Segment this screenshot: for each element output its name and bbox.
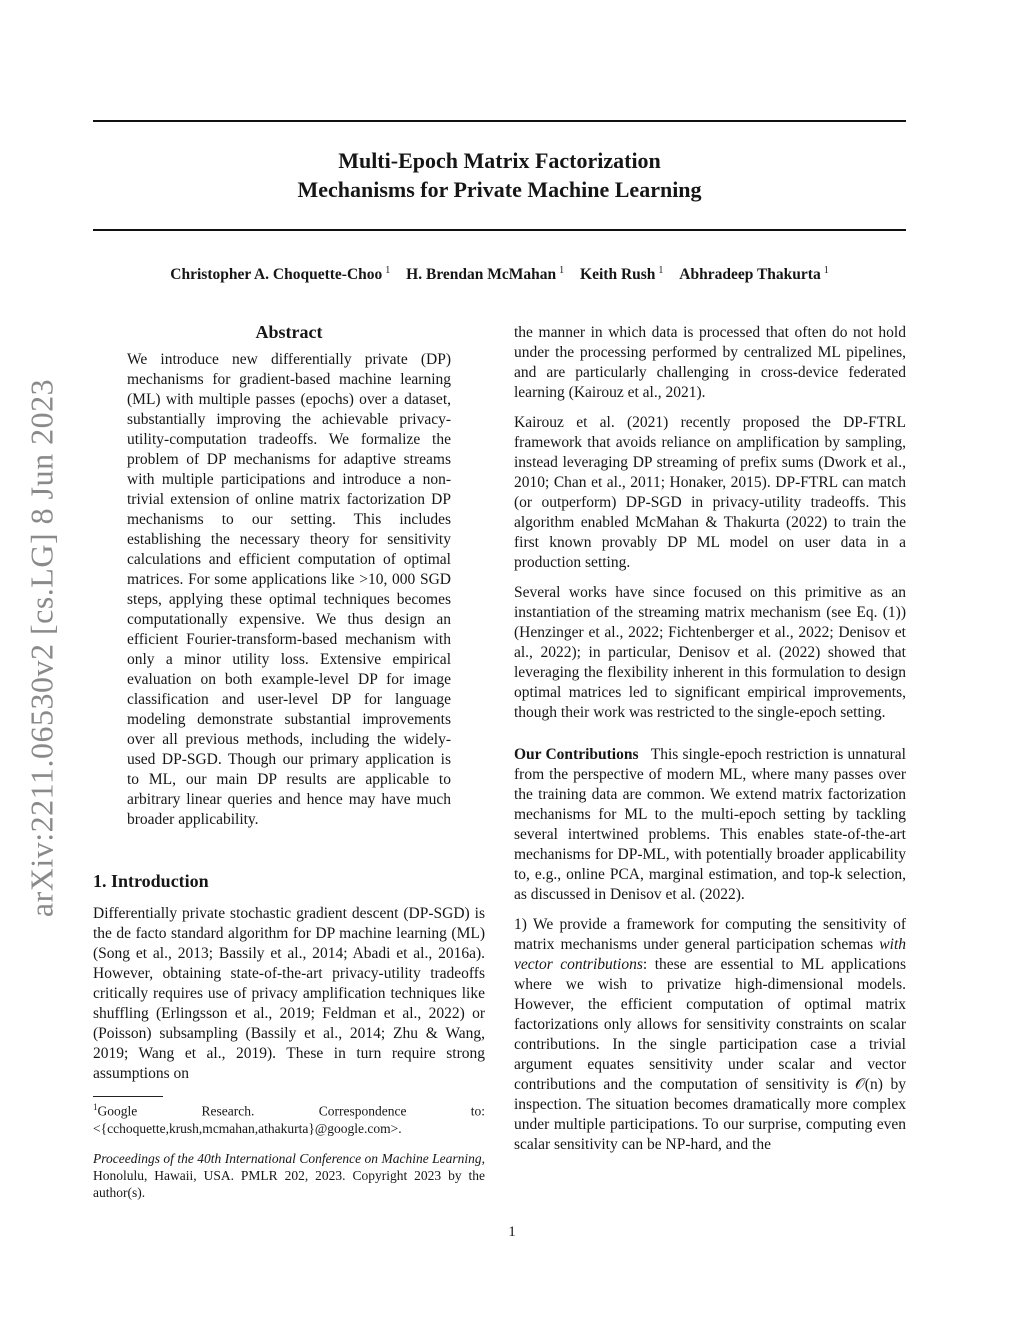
author: Keith Rush $^1$ — [580, 265, 664, 284]
footnote-rule — [93, 1096, 163, 1097]
footnote: $^1$Google Research. Correspondence to: <{cchoquette,krush,mcmahan,athakurta}@google.com>. — [93, 1102, 485, 1136]
paper-title — [93, 146, 906, 204]
title-rule-bottom — [93, 229, 906, 231]
author: H. Brendan McMahan $^1$ — [406, 265, 565, 284]
paragraph: Several works have since focused on this primitive as an instantiation of the streaming matrix mechanism (see Eq. (1)) (Henzinger et al., 2022; Fichtenberger et al., 2022; Denisov et al., 2022); in particular, Denisov et al. (2022) showed that leveraging the flexibility inherent in this formulation to design optimal matrices led to significant empirical improvements, though their work was restricted to the single-epoch setting. — [514, 584, 906, 721]
paragraph: 1) We provide a framework for computing the sensitivity of matrix mechanisms under general participation schemas with vector contributions: these are essential to ML applications where we wish to privatize high-dimensional models. However, the efficient computation of optimal matrix factorizations only allows for sensitivity constraints on scalar contributions. In the single participation case a trivial argument equates sensitivity under scalar and vector contributions and the computation of sensitivity is 𝒪(n) by inspection. The situation becomes dramatically more complex under multiple participations. To our surprise, computing even scalar sensitivity can be NP-hard, and the — [514, 916, 906, 1153]
author: Abhradeep Thakurta $^1$ — [679, 265, 829, 284]
author: Christopher A. Choquette-Choo $^1$ — [170, 265, 391, 284]
abstract-heading: Abstract — [255, 322, 323, 342]
title-line-1: Multi-Epoch Matrix Factorization — [338, 148, 661, 173]
paragraph: the manner in which data is processed that often do not hold under the processing performed by centralized ML pipelines, and are particularly challenging in cross-device federated learning (Kairouz et al., 2021). — [514, 324, 906, 401]
author-list — [93, 265, 906, 284]
proceedings-note: Proceedings of the 40th International Conference on Machine Learning, Honolulu, Hawaii, USA. PMLR 202, 2023. Copyright 2023 by the author(s). — [93, 1151, 485, 1200]
arxiv-stamp: arXiv:2211.06530v2 [cs.LG] 8 Jun 2023 — [23, 378, 60, 918]
page-number: 1 — [508, 1224, 516, 1240]
title-line-2: Mechanisms for Private Machine Learning — [297, 177, 702, 202]
contributions-paragraph: Our Contributions This single-epoch restriction is unnatural from the perspective of modern ML, where many passes over the training data are common. We extend matrix factorization mechanisms for ML to the multi-epoch setting by tackling several intertwined problems. This enables state-of-the-art mechanisms for DP-ML, with potentially broader applicability to, e.g., online PCA, marginal estimation, and top-k selection, as discussed in Denisov et al. (2022). — [514, 746, 906, 903]
right-column — [514, 323, 906, 1165]
contributions-heading: Our Contributions — [514, 746, 639, 763]
section-heading-introduction: 1. Introduction — [93, 871, 209, 891]
paragraph: Kairouz et al. (2021) recently proposed the DP-FTRL framework that avoids reliance on amplification by sampling, instead leveraging DP streaming of prefix sums (Dwork et al., 2010; Chan et al., 2011; Honaker, 2015). DP-FTRL can match (or outperform) DP-SGD in privacy-utility tradeoffs. This algorithm enabled McMahan & Thakurta (2022) to train the first known provably DP ML model on user data in a production setting. — [514, 414, 906, 571]
introduction-text: Differentially private stochastic gradient descent (DP-SGD) is the de facto standard algorithm for DP machine learning (ML) (Song et al., 2013; Bassily et al., 2014; Abadi et al., 2016a). However, obtaining state-of-the-art privacy-utility tradeoffs critically requires use of privacy amplification techniques like shuffling (Erlingsson et al., 2019; Feldman et al., 2022) or (Poisson) subsampling (Bassily et al., 2014; Zhu & Wang, 2019; Wang et al., 2019). These in turn require strong assumptions on — [93, 905, 485, 1082]
abstract-text: We introduce new differentially private (DP) mechanisms for gradient-based machine learning (ML) with multiple passes (epochs) over a dataset, substantially improving the achievable privacy-utility-computation tradeoffs. We formalize the problem of DP mechanisms for adaptive streams with multiple participations and introduce a non-trivial extension of online matrix factorization DP mechanisms to our setting. This includes establishing the necessary theory for sensitivity calculations and efficient computation of optimal matrices. For some applications like >10, 000 SGD steps, applying these optimal techniques becomes computationally expensive. We thus design an efficient Fourier-transform-based mechanism with only a minor utility loss. Extensive empirical evaluation on both example-level DP for image classification and user-level DP for language modeling demonstrate substantial improvements over all previous methods, including the widely-used DP-SGD. Though our primary application is to ML, our main DP results are applicable to arbitrary linear queries and hence may have much broader applicability. — [127, 351, 451, 828]
title-rule-top — [93, 120, 906, 122]
